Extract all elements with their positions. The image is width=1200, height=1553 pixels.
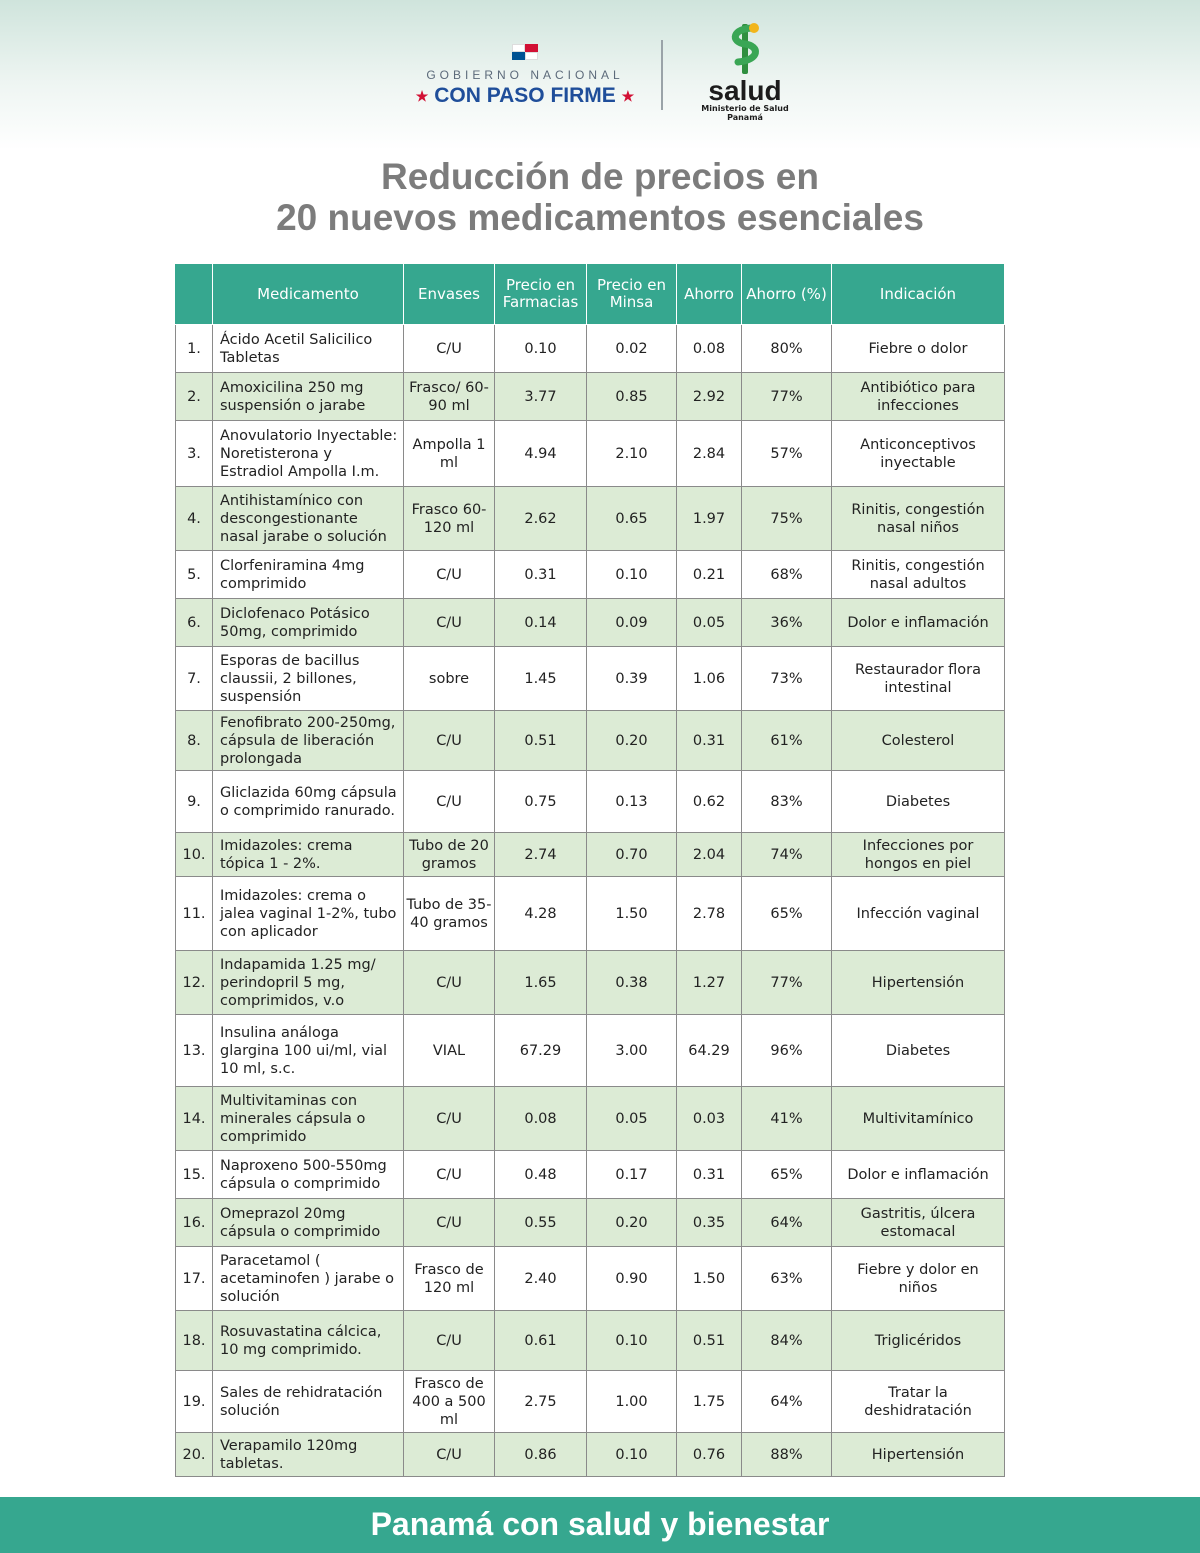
precio-minsa-cell: 0.39 — [587, 647, 677, 711]
table-row — [176, 1311, 1005, 1371]
ahorro-pct-cell: 73% — [742, 647, 832, 711]
minsa-logo — [690, 20, 800, 122]
indicacion-cell: Restaurador flora intestinal — [832, 647, 1005, 711]
medicamento-cell: Omeprazol 20mg cápsula o comprimido — [213, 1199, 404, 1247]
indicacion-cell: Diabetes — [832, 1015, 1005, 1087]
star-icon: ★ — [621, 87, 635, 104]
envases-cell: Tubo de 35-40 gramos — [404, 877, 495, 951]
row-number: 4. — [176, 487, 213, 551]
indicacion-cell: Hipertensión — [832, 1433, 1005, 1477]
precio-minsa-cell: 0.20 — [587, 1199, 677, 1247]
table-row — [176, 1151, 1005, 1199]
medicamento-cell: Imidazoles: crema o jalea vaginal 1-2%, tubo con aplicador — [213, 877, 404, 951]
indicacion-cell: Rinitis, congestión nasal adultos — [832, 551, 1005, 599]
gov-line2 — [405, 84, 645, 108]
envases-cell: C/U — [404, 551, 495, 599]
envases-cell: C/U — [404, 1199, 495, 1247]
medicamento-cell: Rosuvastatina cálcica, 10 mg comprimido. — [213, 1311, 404, 1371]
medicamento-cell: Diclofenaco Potásico 50mg, comprimido — [213, 599, 404, 647]
medicamento-cell: Antihistamínico con descongestionante nasal jarabe o solución — [213, 487, 404, 551]
envases-cell: VIAL — [404, 1015, 495, 1087]
precio-minsa-cell: 0.65 — [587, 487, 677, 551]
indicacion-cell: Fiebre o dolor — [832, 325, 1005, 373]
precio-farmacias-cell: 0.14 — [495, 599, 587, 647]
table-row — [176, 711, 1005, 771]
indicacion-cell: Infecciones por hongos en piel — [832, 833, 1005, 877]
header-precio-minsa: Precio en Minsa — [587, 264, 677, 325]
row-number: 19. — [176, 1371, 213, 1433]
table-row — [176, 647, 1005, 711]
precio-farmacias-cell: 0.61 — [495, 1311, 587, 1371]
medicamento-cell: Verapamilo 120mg tabletas. — [213, 1433, 404, 1477]
medicamento-cell: Paracetamol ( acetaminofen ) jarabe o solución — [213, 1247, 404, 1311]
table-row — [176, 487, 1005, 551]
envases-cell: Frasco de 400 a 500 ml — [404, 1371, 495, 1433]
ahorro-pct-cell: 88% — [742, 1433, 832, 1477]
ahorro-cell: 1.06 — [677, 647, 742, 711]
price-table — [175, 263, 1005, 1477]
precio-farmacias-cell: 1.45 — [495, 647, 587, 711]
precio-minsa-cell: 0.17 — [587, 1151, 677, 1199]
ahorro-pct-cell: 75% — [742, 487, 832, 551]
ahorro-pct-cell: 83% — [742, 771, 832, 833]
table-row — [176, 951, 1005, 1015]
precio-minsa-cell: 0.70 — [587, 833, 677, 877]
ahorro-cell: 64.29 — [677, 1015, 742, 1087]
table-header-row — [176, 264, 1005, 325]
indicacion-cell: Triglicéridos — [832, 1311, 1005, 1371]
row-number: 15. — [176, 1151, 213, 1199]
envases-cell: Tubo de 20 gramos — [404, 833, 495, 877]
logo-sub2: Panamá — [727, 113, 763, 122]
precio-farmacias-cell: 2.40 — [495, 1247, 587, 1311]
ahorro-pct-cell: 61% — [742, 711, 832, 771]
row-number: 10. — [176, 833, 213, 877]
precio-farmacias-cell: 2.75 — [495, 1371, 587, 1433]
ahorro-cell: 0.51 — [677, 1311, 742, 1371]
ahorro-pct-cell: 77% — [742, 951, 832, 1015]
logo-sub1: Ministerio de Salud — [701, 104, 789, 113]
ahorro-cell: 1.50 — [677, 1247, 742, 1311]
row-number: 13. — [176, 1015, 213, 1087]
envases-cell: sobre — [404, 647, 495, 711]
ahorro-pct-cell: 96% — [742, 1015, 832, 1087]
precio-minsa-cell: 0.20 — [587, 711, 677, 771]
table-row — [176, 1015, 1005, 1087]
medicamento-cell: Esporas de bacillus claussii, 2 billones, suspensión — [213, 647, 404, 711]
ahorro-pct-cell: 63% — [742, 1247, 832, 1311]
medicamento-cell: Clorfeniramina 4mg comprimido — [213, 551, 404, 599]
ahorro-pct-cell: 84% — [742, 1311, 832, 1371]
envases-cell: Frasco de 120 ml — [404, 1247, 495, 1311]
envases-cell: Ampolla 1 ml — [404, 421, 495, 487]
envases-cell: C/U — [404, 599, 495, 647]
indicacion-cell: Anticonceptivos inyectable — [832, 421, 1005, 487]
precio-farmacias-cell: 3.77 — [495, 373, 587, 421]
precio-minsa-cell: 2.10 — [587, 421, 677, 487]
medicamento-cell: Naproxeno 500-550mg cápsula o comprimido — [213, 1151, 404, 1199]
ahorro-pct-cell: 65% — [742, 877, 832, 951]
table-row — [176, 421, 1005, 487]
ahorro-cell: 0.35 — [677, 1199, 742, 1247]
logo-divider — [661, 40, 663, 110]
precio-farmacias-cell: 0.48 — [495, 1151, 587, 1199]
header-ahorro-pct: Ahorro (%) — [742, 264, 832, 325]
envases-cell: C/U — [404, 951, 495, 1015]
precio-farmacias-cell: 4.94 — [495, 421, 587, 487]
ahorro-cell: 1.75 — [677, 1371, 742, 1433]
ahorro-pct-cell: 41% — [742, 1087, 832, 1151]
table-row — [176, 599, 1005, 647]
ahorro-pct-cell: 64% — [742, 1371, 832, 1433]
indicacion-cell: Gastritis, úlcera estomacal — [832, 1199, 1005, 1247]
ahorro-cell: 1.27 — [677, 951, 742, 1015]
medicamento-cell: Imidazoles: crema tópica 1 - 2%. — [213, 833, 404, 877]
title-line1: Reducción de precios en — [381, 156, 819, 197]
indicacion-cell: Tratar la deshidratación — [832, 1371, 1005, 1433]
envases-cell: C/U — [404, 771, 495, 833]
ahorro-pct-cell: 36% — [742, 599, 832, 647]
gov-slogan: CON PASO FIRME — [434, 84, 616, 107]
ahorro-cell: 0.62 — [677, 771, 742, 833]
precio-farmacias-cell: 0.75 — [495, 771, 587, 833]
envases-cell: Frasco/ 60-90 ml — [404, 373, 495, 421]
table-row — [176, 1433, 1005, 1477]
row-number: 16. — [176, 1199, 213, 1247]
row-number: 20. — [176, 1433, 213, 1477]
row-number: 5. — [176, 551, 213, 599]
table-row — [176, 325, 1005, 373]
medicamento-cell: Fenofibrato 200-250mg, cápsula de liberación prolongada — [213, 711, 404, 771]
ahorro-pct-cell: 64% — [742, 1199, 832, 1247]
row-number: 17. — [176, 1247, 213, 1311]
table-row — [176, 1371, 1005, 1433]
precio-minsa-cell: 0.10 — [587, 551, 677, 599]
medicamento-cell: Multivitaminas con minerales cápsula o comprimido — [213, 1087, 404, 1151]
header-ahorro: Ahorro — [677, 264, 742, 325]
ahorro-pct-cell: 65% — [742, 1151, 832, 1199]
ahorro-cell: 0.05 — [677, 599, 742, 647]
ahorro-cell: 0.03 — [677, 1087, 742, 1151]
header-precio-farmacias: Precio en Farmacias — [495, 264, 587, 325]
precio-minsa-cell: 0.10 — [587, 1433, 677, 1477]
ahorro-cell: 1.97 — [677, 487, 742, 551]
precio-minsa-cell: 0.85 — [587, 373, 677, 421]
medicamento-cell: Anovulatorio Inyectable: Noretisterona y Estradiol Ampolla I.m. — [213, 421, 404, 487]
indicacion-cell: Dolor e inflamación — [832, 1151, 1005, 1199]
row-number: 12. — [176, 951, 213, 1015]
indicacion-cell: Infección vaginal — [832, 877, 1005, 951]
envases-cell: C/U — [404, 325, 495, 373]
envases-cell: C/U — [404, 711, 495, 771]
medicine-price-table — [175, 263, 1004, 1477]
precio-minsa-cell: 0.05 — [587, 1087, 677, 1151]
row-number: 8. — [176, 711, 213, 771]
row-number: 7. — [176, 647, 213, 711]
gov-line1: GOBIERNO NACIONAL — [426, 68, 624, 82]
table-row — [176, 551, 1005, 599]
page-title — [0, 156, 1200, 238]
precio-minsa-cell: 1.50 — [587, 877, 677, 951]
indicacion-cell: Colesterol — [832, 711, 1005, 771]
ahorro-cell: 0.31 — [677, 1151, 742, 1199]
ahorro-pct-cell: 80% — [742, 325, 832, 373]
envases-cell: C/U — [404, 1311, 495, 1371]
row-number: 6. — [176, 599, 213, 647]
envases-cell: C/U — [404, 1151, 495, 1199]
indicacion-cell: Fiebre y dolor en niños — [832, 1247, 1005, 1311]
gobierno-nacional-logo — [405, 44, 645, 108]
ahorro-pct-cell: 77% — [742, 373, 832, 421]
precio-minsa-cell: 0.13 — [587, 771, 677, 833]
medicamento-cell: Insulina análoga glargina 100 ui/ml, vial 10 ml, s.c. — [213, 1015, 404, 1087]
row-number: 2. — [176, 373, 213, 421]
precio-farmacias-cell: 67.29 — [495, 1015, 587, 1087]
precio-minsa-cell: 0.02 — [587, 325, 677, 373]
indicacion-cell: Rinitis, congestión nasal niños — [832, 487, 1005, 551]
header-envases: Envases — [404, 264, 495, 325]
row-number: 9. — [176, 771, 213, 833]
footer-banner: Panamá con salud y bienestar — [0, 1497, 1200, 1553]
precio-farmacias-cell: 0.10 — [495, 325, 587, 373]
table-row — [176, 877, 1005, 951]
header-logos — [0, 20, 1200, 130]
table-row — [176, 373, 1005, 421]
panama-flag-icon — [512, 44, 538, 60]
precio-minsa-cell: 0.10 — [587, 1311, 677, 1371]
star-icon: ★ — [415, 87, 429, 104]
envases-cell: C/U — [404, 1087, 495, 1151]
ahorro-cell: 0.21 — [677, 551, 742, 599]
ahorro-cell: 0.08 — [677, 325, 742, 373]
indicacion-cell: Antibiótico para infecciones — [832, 373, 1005, 421]
ahorro-cell: 2.92 — [677, 373, 742, 421]
row-number: 1. — [176, 325, 213, 373]
table-row — [176, 771, 1005, 833]
row-number: 11. — [176, 877, 213, 951]
serpent-staff-icon — [724, 20, 766, 78]
indicacion-cell: Dolor e inflamación — [832, 599, 1005, 647]
ahorro-cell: 2.78 — [677, 877, 742, 951]
table-row — [176, 1247, 1005, 1311]
header-indicacion: Indicación — [832, 264, 1005, 325]
precio-minsa-cell: 0.38 — [587, 951, 677, 1015]
precio-minsa-cell: 0.09 — [587, 599, 677, 647]
precio-minsa-cell: 0.90 — [587, 1247, 677, 1311]
table-row — [176, 1087, 1005, 1151]
precio-minsa-cell: 3.00 — [587, 1015, 677, 1087]
header-medicamento: Medicamento — [213, 264, 404, 325]
precio-farmacias-cell: 1.65 — [495, 951, 587, 1015]
indicacion-cell: Multivitamínico — [832, 1087, 1005, 1151]
title-line2: 20 nuevos medicamentos esenciales — [276, 197, 924, 238]
row-number: 18. — [176, 1311, 213, 1371]
indicacion-cell: Diabetes — [832, 771, 1005, 833]
medicamento-cell: Sales de rehidratación solución — [213, 1371, 404, 1433]
precio-farmacias-cell: 4.28 — [495, 877, 587, 951]
row-number: 3. — [176, 421, 213, 487]
envases-cell: Frasco 60-120 ml — [404, 487, 495, 551]
medicamento-cell: Gliclazida 60mg cápsula o comprimido ranurado. — [213, 771, 404, 833]
medicamento-cell: Ácido Acetil Salicilico Tabletas — [213, 325, 404, 373]
indicacion-cell: Hipertensión — [832, 951, 1005, 1015]
medicamento-cell: Indapamida 1.25 mg/ perindopril 5 mg, comprimidos, v.o — [213, 951, 404, 1015]
precio-farmacias-cell: 2.74 — [495, 833, 587, 877]
ahorro-cell: 2.84 — [677, 421, 742, 487]
header-num — [176, 264, 213, 325]
ahorro-cell: 0.31 — [677, 711, 742, 771]
precio-farmacias-cell: 0.51 — [495, 711, 587, 771]
medicamento-cell: Amoxicilina 250 mg suspensión o jarabe — [213, 373, 404, 421]
table-row — [176, 1199, 1005, 1247]
precio-minsa-cell: 1.00 — [587, 1371, 677, 1433]
ahorro-pct-cell: 57% — [742, 421, 832, 487]
envases-cell: C/U — [404, 1433, 495, 1477]
table-row — [176, 833, 1005, 877]
precio-farmacias-cell: 0.08 — [495, 1087, 587, 1151]
precio-farmacias-cell: 0.31 — [495, 551, 587, 599]
ahorro-cell: 2.04 — [677, 833, 742, 877]
precio-farmacias-cell: 0.55 — [495, 1199, 587, 1247]
ahorro-pct-cell: 74% — [742, 833, 832, 877]
precio-farmacias-cell: 2.62 — [495, 487, 587, 551]
row-number: 14. — [176, 1087, 213, 1151]
ahorro-pct-cell: 68% — [742, 551, 832, 599]
precio-farmacias-cell: 0.86 — [495, 1433, 587, 1477]
ahorro-cell: 0.76 — [677, 1433, 742, 1477]
salud-wordmark: salud — [708, 75, 782, 106]
